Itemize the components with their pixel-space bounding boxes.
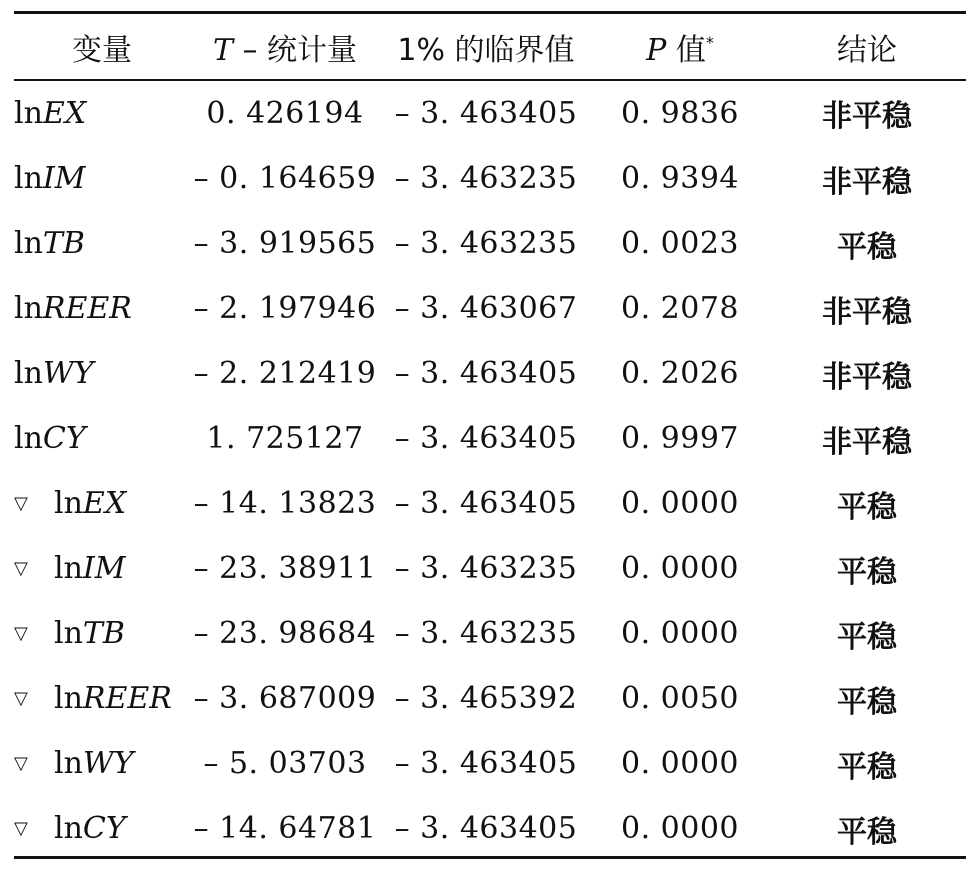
header-p-footnote-mark: * [705, 33, 714, 52]
difference-operator-icon: ▽ [14, 817, 28, 839]
difference-operator-icon: ▽ [14, 557, 28, 579]
t-statistic-cell: – 2. 212419 [193, 356, 377, 391]
variable-cell [14, 276, 190, 341]
table-row [14, 341, 966, 406]
p-value-cell: 0. 0050 [620, 681, 739, 716]
variable-name: WY [42, 356, 94, 391]
t-statistic-cell: – 2. 197946 [193, 291, 377, 326]
log-prefix: ln [54, 486, 83, 521]
header-t-label: – 统计量 [232, 33, 358, 68]
variable-name: EX [42, 95, 87, 131]
table-row [14, 276, 966, 341]
variable-name: IM [82, 551, 126, 586]
critical-value-cell: – 3. 463405 [394, 421, 578, 456]
variable-cell [14, 80, 190, 146]
p-value-cell: 0. 0023 [620, 226, 739, 261]
header-p-label: 值 [666, 33, 706, 68]
log-prefix: ln [14, 421, 43, 456]
critical-value-cell: – 3. 463067 [394, 291, 578, 326]
table-row [14, 471, 966, 536]
p-value-cell: 0. 0000 [620, 486, 739, 521]
log-prefix: ln [14, 226, 43, 261]
log-prefix: ln [54, 551, 83, 586]
header-t-symbol: T [212, 33, 233, 68]
critical-value-cell: – 3. 463235 [394, 161, 578, 196]
variable-cell [14, 471, 190, 536]
difference-operator-icon: ▽ [14, 687, 28, 709]
conclusion-cell: 平稳 [837, 749, 897, 785]
variable-cell [14, 146, 190, 211]
header-conclusion: 结论 [837, 33, 897, 68]
t-statistic-cell: 1. 725127 [206, 421, 364, 456]
header-p-value [592, 14, 768, 80]
log-prefix: ln [54, 746, 83, 781]
t-statistic-cell: – 3. 919565 [193, 226, 377, 261]
table-row [14, 666, 966, 731]
variable-cell [14, 601, 190, 666]
p-value-cell: 0. 9997 [620, 421, 739, 456]
log-prefix: ln [14, 161, 43, 196]
critical-value-cell: – 3. 463235 [394, 226, 578, 261]
variable-cell [14, 666, 190, 731]
variable-cell [14, 406, 190, 471]
t-statistic-cell: – 5. 03703 [203, 746, 367, 781]
variable-name: REER [42, 291, 132, 326]
critical-value-cell: – 3. 465392 [394, 681, 578, 716]
difference-operator-icon: ▽ [14, 752, 28, 774]
critical-value-cell: – 3. 463235 [394, 616, 578, 651]
variable-cell [14, 341, 190, 406]
variable-name: TB [82, 616, 125, 651]
t-statistic-cell: – 14. 13823 [193, 486, 377, 521]
conclusion-cell: 平稳 [837, 489, 897, 525]
difference-operator-icon: ▽ [14, 622, 28, 644]
log-prefix: ln [14, 291, 43, 326]
table-row [14, 80, 966, 146]
log-prefix: ln [54, 811, 83, 846]
header-t-statistic [190, 14, 380, 80]
variable-name: CY [82, 811, 126, 846]
header-p-symbol: P [646, 33, 667, 68]
t-statistic-cell: – 14. 64781 [193, 811, 377, 846]
table-row [14, 406, 966, 471]
variable-cell [14, 731, 190, 796]
log-prefix: ln [54, 681, 83, 716]
variable-name: TB [42, 226, 85, 261]
t-statistic-cell: – 23. 98684 [193, 616, 377, 651]
header-variable: 变量 [72, 33, 132, 68]
p-value-cell: 0. 9836 [620, 95, 739, 131]
conclusion-cell: 非平稳 [822, 424, 912, 460]
variable-cell [14, 536, 190, 601]
log-prefix: ln [14, 95, 43, 131]
conclusion-cell: 平稳 [837, 229, 897, 265]
critical-value-cell: – 3. 463405 [394, 95, 578, 131]
conclusion-cell: 非平稳 [822, 359, 912, 395]
t-statistic-cell: 0. 426194 [206, 95, 364, 131]
conclusion-cell: 平稳 [837, 814, 897, 850]
variable-name: EX [82, 486, 127, 521]
critical-value-cell: – 3. 463405 [394, 486, 578, 521]
table-row [14, 146, 966, 211]
table-row [14, 601, 966, 666]
p-value-cell: 0. 0000 [620, 551, 739, 586]
variable-name: CY [42, 421, 86, 456]
p-value-cell: 0. 0000 [620, 746, 739, 781]
header-critical-value: 1% 的临界值 [397, 33, 575, 68]
conclusion-cell: 非平稳 [822, 294, 912, 330]
table-body [14, 80, 966, 861]
conclusion-cell: 非平稳 [822, 164, 912, 200]
p-value-cell: 0. 0000 [620, 811, 739, 846]
variable-cell [14, 211, 190, 276]
table-row [14, 796, 966, 861]
conclusion-cell: 平稳 [837, 619, 897, 655]
p-value-cell: 0. 2026 [620, 356, 739, 391]
critical-value-cell: – 3. 463235 [394, 551, 578, 586]
critical-value-cell: – 3. 463405 [394, 356, 578, 391]
variable-name: IM [42, 161, 86, 196]
header-row [14, 14, 966, 80]
p-value-cell: 0. 9394 [620, 161, 739, 196]
p-value-cell: 0. 2078 [620, 291, 739, 326]
log-prefix: ln [54, 616, 83, 651]
table-header [14, 14, 966, 80]
variable-name: WY [82, 746, 134, 781]
conclusion-cell: 平稳 [837, 554, 897, 590]
critical-value-cell: – 3. 463405 [394, 811, 578, 846]
unit-root-test-table [14, 14, 966, 861]
table-row [14, 211, 966, 276]
difference-operator-icon: ▽ [14, 492, 28, 514]
p-value-cell: 0. 0000 [620, 616, 739, 651]
table-row [14, 536, 966, 601]
conclusion-cell: 平稳 [837, 684, 897, 720]
log-prefix: ln [14, 356, 43, 391]
t-statistic-cell: – 3. 687009 [193, 681, 377, 716]
t-statistic-cell: – 23. 38911 [193, 551, 377, 586]
table-row [14, 731, 966, 796]
variable-name: REER [82, 681, 172, 716]
critical-value-cell: – 3. 463405 [394, 746, 578, 781]
t-statistic-cell: – 0. 164659 [193, 161, 377, 196]
conclusion-cell: 非平稳 [822, 99, 912, 134]
variable-cell [14, 796, 190, 861]
